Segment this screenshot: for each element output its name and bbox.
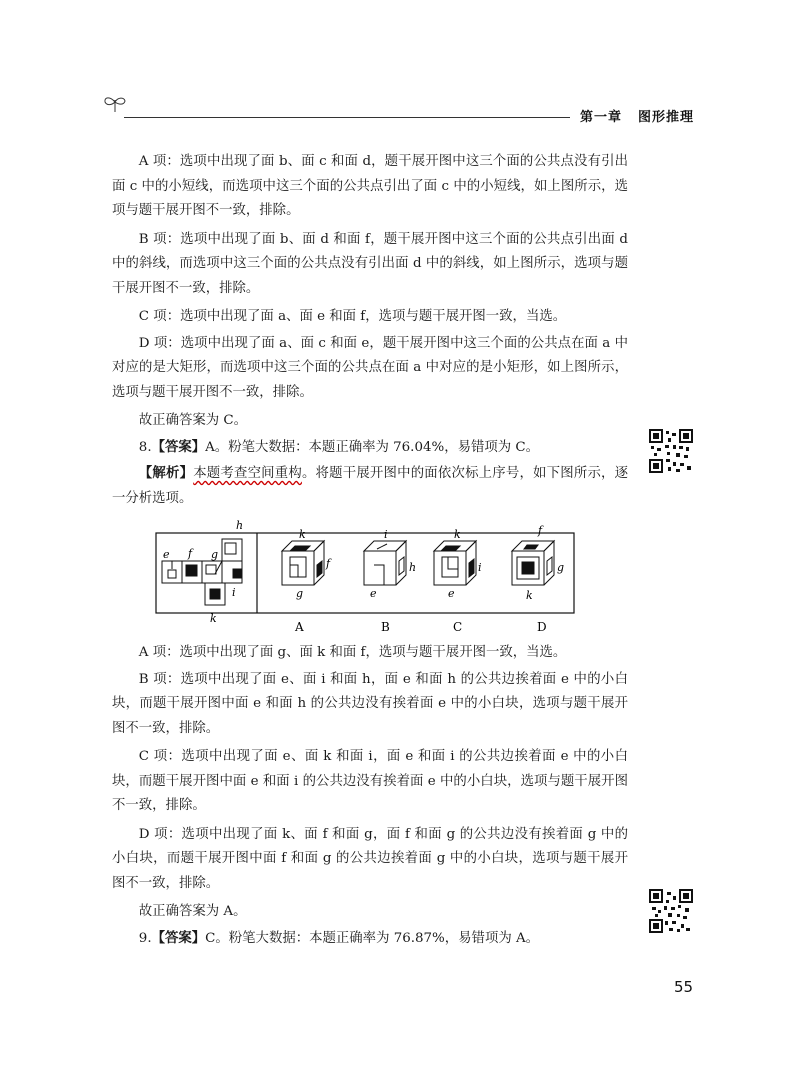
paragraph: 故正确答案为 A。 [138, 904, 247, 919]
paragraph: B 项：选项中出现了面 e、面 i 和面 h，面 e 和面 h 的公共边挨着面 e 中的小白块，而题干展开图中面 e 和面 h 的公共边没有挨着面 e 中的小白块，选项与题干展开图不一致，排除。 [112, 671, 628, 736]
q9-answer: 9.【答案】C。粉笔大数据：本题正确率为 76.87%，易错项为 A。 [138, 930, 540, 946]
cube-net [162, 539, 242, 605]
svg-text:g: g [296, 587, 304, 600]
svg-text:f: f [326, 557, 331, 570]
page-body [112, 150, 628, 953]
option-cube-b [364, 541, 406, 585]
option-cube-d [512, 541, 554, 585]
svg-text:i: i [478, 561, 482, 574]
paragraph: B 项：选项中出现了面 b、面 d 和面 f，题干展开图中这三个面的公共点引出面 d 中的斜线，而选项中这三个面的公共点没有引出面 d 中的斜线，如上图所示，选项与题干展开图不一致，排除。 [112, 231, 628, 296]
svg-text:f: f [538, 524, 543, 537]
paragraph: A 项：选项中出现了面 g、面 k 和面 f，选项与题干展开图一致，当选。 [138, 645, 567, 660]
analysis-keyword: 本题考查空间重构 [193, 466, 302, 481]
page-number: 55 [674, 978, 694, 996]
option-label-c: C [453, 620, 463, 634]
option-cube-a [282, 541, 324, 585]
answer-tag: 【答案】 [151, 930, 206, 946]
svg-text:k: k [526, 589, 533, 602]
net-label-h: h [236, 519, 244, 532]
analysis-tag: 【解析】 [138, 466, 194, 481]
answer-tag: 【答案】 [151, 439, 206, 455]
net-label-g: g [211, 548, 219, 561]
chapter-label: 第一章 [580, 110, 623, 125]
figure-frame [156, 533, 574, 613]
paragraph: D 项：选项中出现了面 k、面 f 和面 g，面 f 和面 g 的公共边没有挨着面 g 中的小白块，而题干展开图中面 f 和面 g 的公共边挨着面 g 中的小白块，选项与题干展开图不一致，排除。 [112, 826, 628, 891]
chapter-title: 图形推理 [638, 110, 695, 125]
qr-code-icon[interactable] [648, 428, 694, 474]
paragraph: C 项：选项中出现了面 a、面 e 和面 f，选项与题干展开图一致，当选。 [138, 309, 567, 324]
option-label-b: B [381, 620, 390, 634]
svg-text:g: g [557, 561, 565, 574]
paragraph: A 项：选项中出现了面 b、面 c 和面 d，题干展开图中这三个面的公共点没有引出面 c 中的小短线，而选项中这三个面的公共点引出了面 c 中的小短线，如上图所示，选项与题干展开图不一致，排除。 [112, 154, 628, 218]
paragraph: 故正确答案为 C。 [138, 413, 248, 428]
svg-text:k: k [299, 528, 306, 541]
header-rule [124, 117, 570, 118]
leaf-ornament-icon [102, 94, 128, 114]
paragraph: D 项：选项中出现了面 a、面 c 和面 e，题干展开图中这三个面的公共点在面 a 中对应的是大矩形，而选项中这三个面的公共点在面 a 中对应的是小矩形，如上图所示，选项与题干展开图不一致，排除。 [112, 335, 628, 400]
svg-text:h: h [409, 561, 417, 574]
qr-code-icon[interactable] [648, 888, 694, 934]
net-label-e: e [163, 548, 170, 561]
option-label-a: A [295, 620, 304, 634]
svg-text:e: e [448, 587, 455, 600]
running-header [580, 106, 694, 125]
option-cube-c [434, 541, 476, 585]
paragraph: C 项：选项中出现了面 e、面 k 和面 i，面 e 和面 i 的公共边挨着面 e 中的小白块，而题干展开图中面 e 和面 i 的公共边没有挨着面 e 中的小白块，选项与题干展开图不一致，排除。 [112, 749, 628, 813]
option-label-d: D [537, 620, 547, 634]
svg-text:e: e [370, 587, 377, 600]
svg-text:i: i [384, 528, 388, 541]
cube-figure [112, 519, 628, 637]
net-label-i: i [232, 586, 236, 599]
net-label-k: k [210, 612, 217, 625]
q8-analysis: 【解析】本题考查空间重构。将题干展开图中的面依次标上序号，如下图所示，逐一分析选项。 [112, 466, 629, 506]
q8-answer: 8.【答案】A。粉笔大数据：本题正确率为 76.04%，易错项为 C。 [138, 439, 540, 455]
svg-text:k: k [454, 528, 461, 541]
net-label-f: f [188, 547, 193, 560]
